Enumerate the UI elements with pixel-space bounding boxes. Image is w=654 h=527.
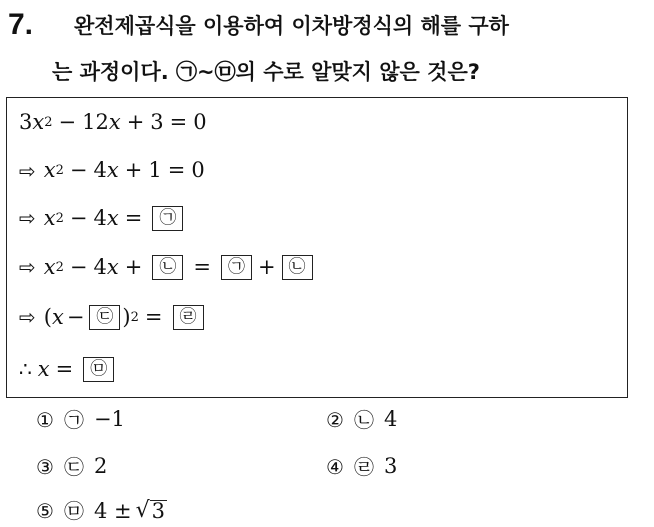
option-number: ⑤ bbox=[36, 499, 54, 523]
coef: 3 bbox=[19, 110, 33, 134]
equation-row-2 bbox=[19, 160, 205, 181]
var: x bbox=[106, 158, 119, 182]
radicand: 3 bbox=[151, 499, 165, 523]
equation-row-5 bbox=[19, 305, 208, 330]
blank-box-c: ㉢ bbox=[89, 305, 120, 330]
option-2[interactable] bbox=[326, 409, 397, 430]
option-value: 3 bbox=[383, 454, 398, 478]
option-number: ④ bbox=[326, 454, 344, 479]
equals: = bbox=[124, 205, 143, 230]
option-3[interactable] bbox=[36, 456, 107, 477]
const: 0 bbox=[193, 110, 207, 134]
operator: + bbox=[124, 254, 143, 279]
equation-row-6 bbox=[19, 357, 118, 382]
option-number: ③ bbox=[36, 454, 54, 479]
var: x bbox=[106, 205, 119, 230]
implies-arrow-icon: ⇨ bbox=[19, 255, 36, 280]
equation-row-1 bbox=[19, 112, 207, 133]
operator: − bbox=[69, 205, 88, 230]
option-symbol: ㉣ bbox=[353, 454, 374, 479]
var: x bbox=[43, 158, 56, 182]
blank-box-a: ㉠ bbox=[152, 206, 183, 231]
equation-row-3 bbox=[19, 206, 187, 231]
coef: 4 bbox=[93, 254, 107, 279]
const: 1 bbox=[148, 158, 162, 182]
var: x bbox=[106, 254, 119, 279]
option-symbol: ㉤ bbox=[63, 499, 84, 523]
operator: − bbox=[69, 254, 88, 279]
question-number: 7. bbox=[8, 8, 34, 41]
coef: 12 bbox=[82, 110, 109, 134]
option-value: 4 bbox=[383, 407, 398, 431]
option-4[interactable] bbox=[326, 456, 397, 477]
radical-sign-icon: √ bbox=[135, 498, 150, 523]
blank-box-b: ㉡ bbox=[152, 255, 183, 280]
operator: + bbox=[257, 254, 276, 279]
blank-box-d: ㉣ bbox=[173, 305, 204, 330]
exponent: 2 bbox=[44, 115, 53, 130]
var: x bbox=[108, 110, 121, 134]
operator: − bbox=[58, 110, 77, 134]
implies-arrow-icon: ⇨ bbox=[19, 206, 36, 231]
const: 0 bbox=[191, 158, 205, 182]
blank-box-a: ㉠ bbox=[221, 255, 252, 280]
solution-box bbox=[6, 97, 628, 398]
operator: − bbox=[69, 158, 88, 182]
equals: = bbox=[169, 110, 188, 134]
coef: 4 bbox=[93, 205, 107, 230]
var: x bbox=[51, 304, 64, 329]
option-symbol: ㉢ bbox=[63, 454, 84, 479]
question-text-line-2: 는 과정이다. ㉠~㉤의 수로 알맞지 않은 것은? bbox=[52, 60, 480, 84]
equals: = bbox=[144, 304, 163, 329]
option-number: ② bbox=[326, 407, 344, 432]
option-1[interactable] bbox=[36, 409, 125, 430]
exponent: 2 bbox=[55, 210, 64, 226]
question-text-line-1: 완전제곱식을 이용하여 이차방정식의 해를 구하 bbox=[74, 14, 509, 38]
paren: ) bbox=[122, 304, 131, 329]
equals: = bbox=[167, 158, 186, 182]
var: x bbox=[37, 356, 50, 381]
operator: − bbox=[66, 304, 85, 329]
var: x bbox=[32, 110, 45, 134]
option-symbol: ㉠ bbox=[63, 407, 84, 432]
const: 3 bbox=[150, 110, 164, 134]
coef: 4 bbox=[93, 158, 107, 182]
exponent: 2 bbox=[55, 259, 64, 275]
option-number: ① bbox=[36, 407, 54, 432]
var: x bbox=[43, 254, 56, 279]
option-value: −1 bbox=[93, 407, 125, 431]
therefore-icon: ∴ bbox=[19, 357, 32, 382]
exponent: 2 bbox=[130, 309, 139, 325]
operator: + bbox=[124, 158, 143, 182]
option-value: 4 ± bbox=[93, 498, 132, 523]
paren: ( bbox=[43, 304, 52, 329]
equation-row-4 bbox=[19, 255, 317, 280]
option-symbol: ㉡ bbox=[353, 407, 374, 432]
implies-arrow-icon: ⇨ bbox=[19, 305, 36, 330]
operator: + bbox=[126, 110, 145, 134]
square-root bbox=[136, 500, 167, 522]
exponent: 2 bbox=[55, 163, 64, 178]
blank-box-b: ㉡ bbox=[282, 255, 313, 280]
blank-box-e: ㉤ bbox=[83, 357, 114, 382]
implies-arrow-icon: ⇨ bbox=[19, 158, 36, 183]
var: x bbox=[43, 205, 56, 230]
option-value: 2 bbox=[93, 454, 108, 478]
equals: = bbox=[55, 356, 74, 381]
option-5[interactable] bbox=[36, 500, 167, 522]
equals: = bbox=[193, 254, 211, 279]
